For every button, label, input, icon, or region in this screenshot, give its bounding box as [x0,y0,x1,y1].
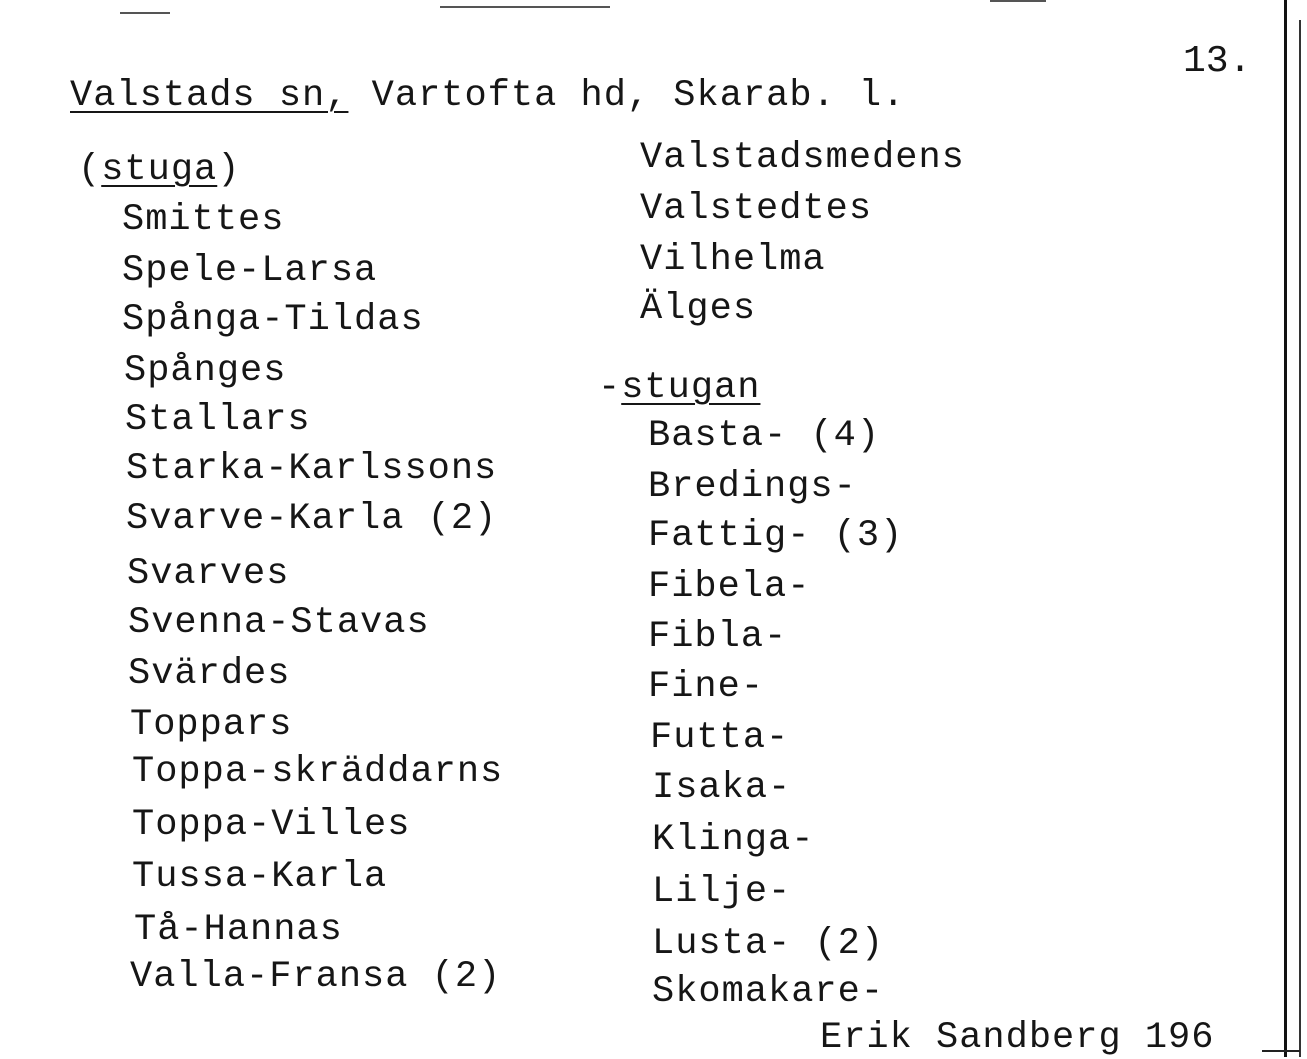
left-group-label: (stuga) [78,149,241,191]
signature: Erik Sandberg 196 [820,1017,1215,1059]
list-item: Svärdes [128,653,291,695]
list-item: Lilje- [652,871,792,913]
list-item: Toppa-Villes [132,804,411,846]
list-item: Basta- (4) [648,415,881,457]
list-item: Spånga-Tildas [122,299,424,341]
scan-speck [440,6,610,8]
list-item: Skomakare- [652,971,885,1013]
heading-parish: Valstads sn, [70,75,349,117]
scan-speck [990,0,1046,2]
list-item: Älges [640,288,757,330]
list-item: Tussa-Karla [132,856,388,898]
list-item: Fattig- (3) [648,515,904,557]
list-item: Starka-Karlssons [126,448,498,490]
card-edge-line-outer [1299,20,1301,1057]
card-heading [70,74,905,118]
list-item: Tå-Hannas [134,909,343,951]
scan-speck [120,12,170,14]
card-edge-line [1284,0,1287,1057]
list-item: Isaka- [652,767,792,809]
list-item: Valstedtes [640,188,873,230]
list-item: Fine- [648,666,765,708]
list-item: Toppa-skräddarns [132,751,504,793]
list-item: Smittes [122,199,285,241]
list-item: Futta- [650,717,790,759]
list-item: Fibla- [648,616,788,658]
list-item: Lusta- (2) [652,923,885,965]
list-item: Valla-Fransa (2) [130,956,502,998]
signature-dash [1262,1050,1300,1052]
heading-district: Vartofta hd, Skarab. l. [348,75,906,117]
list-item: Klinga- [652,819,815,861]
list-item: Valstadsmedens [640,137,965,179]
list-item: Bredings- [648,466,857,508]
list-item: Svarve-Karla (2) [126,498,498,540]
list-item: Spånges [124,350,287,392]
list-item: Spele-Larsa [122,250,378,292]
right-group-label: -stugan [598,367,761,409]
list-item: Toppars [130,704,293,746]
list-item: Vilhelma [640,239,826,281]
list-item: Svarves [127,553,290,595]
list-item: Svenna-Stavas [128,602,430,644]
page-number: 13. [1183,40,1252,83]
list-item: Fibela- [648,566,811,608]
list-item: Stallars [125,399,311,441]
